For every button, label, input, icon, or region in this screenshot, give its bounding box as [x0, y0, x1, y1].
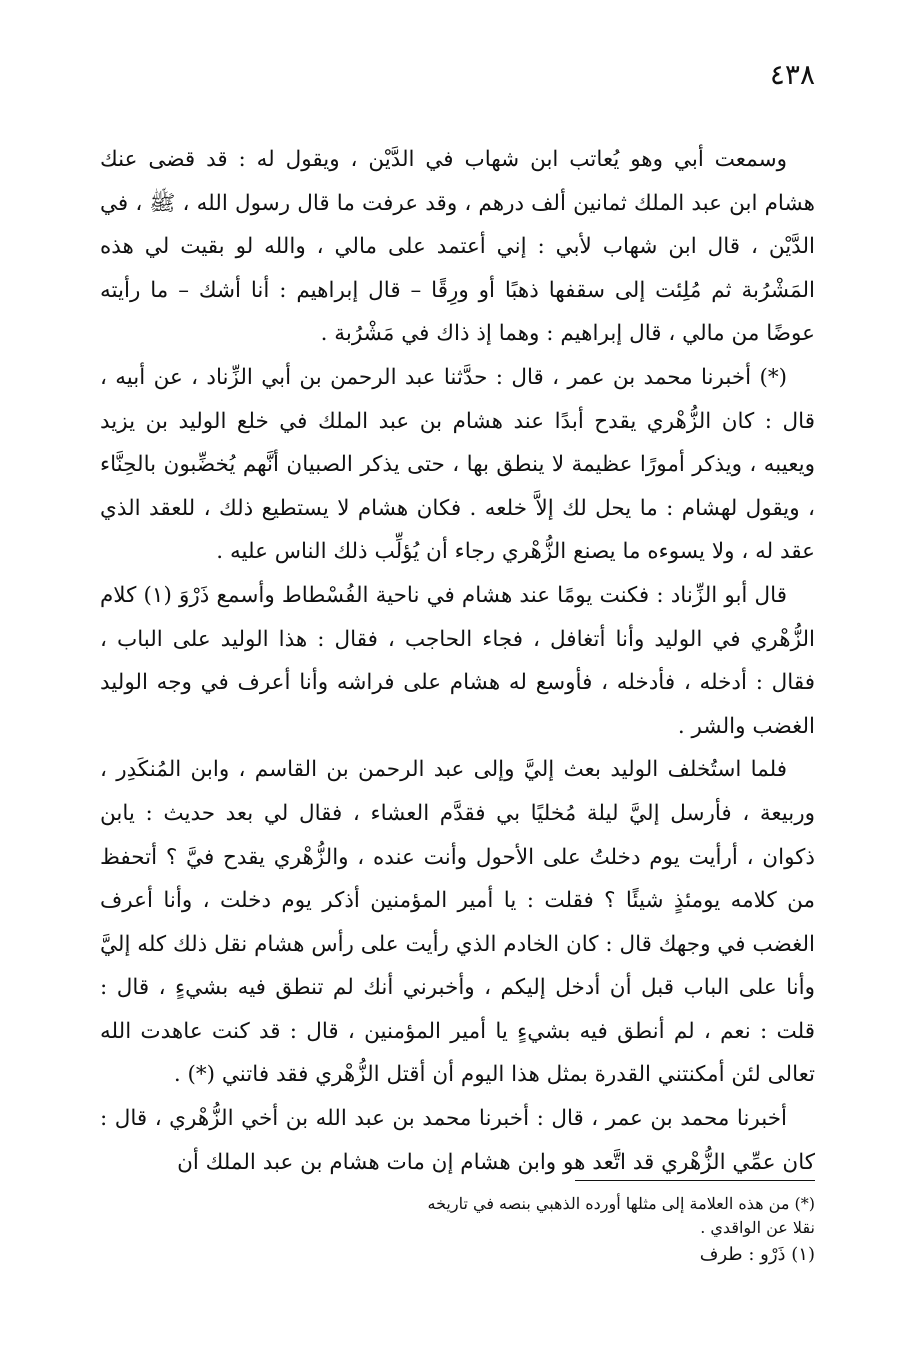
- main-text-body: [100, 138, 815, 1184]
- paragraph: وسمعت أبي وهو يُعاتب ابن شهاب في الدَّيْن ، ويقول له : قد قضى عنك هشام ابن عبد الملك ثمانين ألف درهم ، وقد عرفت ما قال رسول الله ، ﷺ ، في الدَّيْن ، قال ابن شهاب لأبي : إني أعتمد على مالي ، والله لو بقيت لي هذه المَشْرُبة ثم مُلِئت إلى سقفها ذهبًا أو ورِقًا – قال إبراهيم : أنا أشك – ما رأيته عوضًا من مالي ، قال إبراهيم : وهما إذ ذاك في مَشْرُبة .: [100, 147, 815, 347]
- footnote-definition: (١) ذَرْو : طرف: [699, 1244, 815, 1265]
- page-number: ٤٣٨: [769, 58, 815, 91]
- paragraph: أخبرنا محمد بن عمر ، قال : أخبرنا محمد بن عبد الله بن أخي الزُّهْري ، قال : كان عمِّي الزُّهْري قد اتَّعد هو وابن هشام إن مات هشام بن عبد الملك أن: [100, 1106, 815, 1175]
- paragraph: (*) أخبرنا محمد بن عمر ، قال : حدَّثنا عبد الرحمن بن أبي الزِّناد ، عن أبيه ، قال : كان الزُّهْري يقدح أبدًا عند هشام بن عبد الملك في خلع الوليد بن يزيد ويعيبه ، ويذكر أمورًا عظيمة لا ينطق بها ، حتى يذكر الصبيان أنَّهم يُخضِّبون بالحِنَّاء ، ويقول لهشام : ما يحل لك إلاَّ خلعه . فكان هشام لا يستطيع ذلك ، للعقد الذي عقد له ، ولا يسوءه ما يصنع الزُّهْري رجاء أن يُؤلِّب ذلك الناس عليه .: [100, 364, 815, 565]
- paragraph: قال أبو الزِّناد : فكنت يومًا عند هشام في ناحية الفُسْطاط وأسمع ذَرْوَ (١) كلام الزُّهْري في الوليد وأنا أتغافل ، فجاء الحاجب ، فقال : هذا الوليد على الباب ، فقال : أدخله ، فأدخله ، فأوسع له هشام على فراشه وأنا أعرف في وجه الوليد الغضب والشر .: [100, 582, 815, 739]
- footnote-source: (*) من هذه العلامة إلى مثلها أورده الذهبي بنصه في تاريخه نقلا عن الواقدي .: [427, 1194, 815, 1237]
- footnote-divider: [575, 1180, 815, 1181]
- paragraph: فلما استُخلف الوليد بعث إليَّ وإلى عبد الرحمن بن القاسم ، وابن المُنكَدِر ، وربيعة ، فأرسل إليَّ ليلة مُخليًا بي فقدَّم العشاء ، فقال لي بعد حديث : يابن ذكوان ، أرأيت يوم دخلتُ على الأحول وأنت عنده ، والزُّهْري يقدح فيَّ ؟ أتحفظ من كلامه يومئذٍ شيئًا ؟ فقلت : يا أمير المؤمنين أذكر يوم دخلت ، وأنا أعرف الغضب في وجهك قال : كان الخادم الذي رأيت على رأس هشام نقل ذلك كله إليَّ وأنا على الباب قبل أن أدخل إليكم ، وأخبرني أنك لم تنطق فيه بشيءٍ ، قال : قلت : نعم ، لم أنطق فيه بشيءٍ يا أمير المؤمنين ، قال : قد كنت عاهدت الله تعالى لئن أمكنتني القدرة بمثل هذا اليوم أن أقتل الزُّهْري فقد فاتني (*) .: [100, 757, 815, 1088]
